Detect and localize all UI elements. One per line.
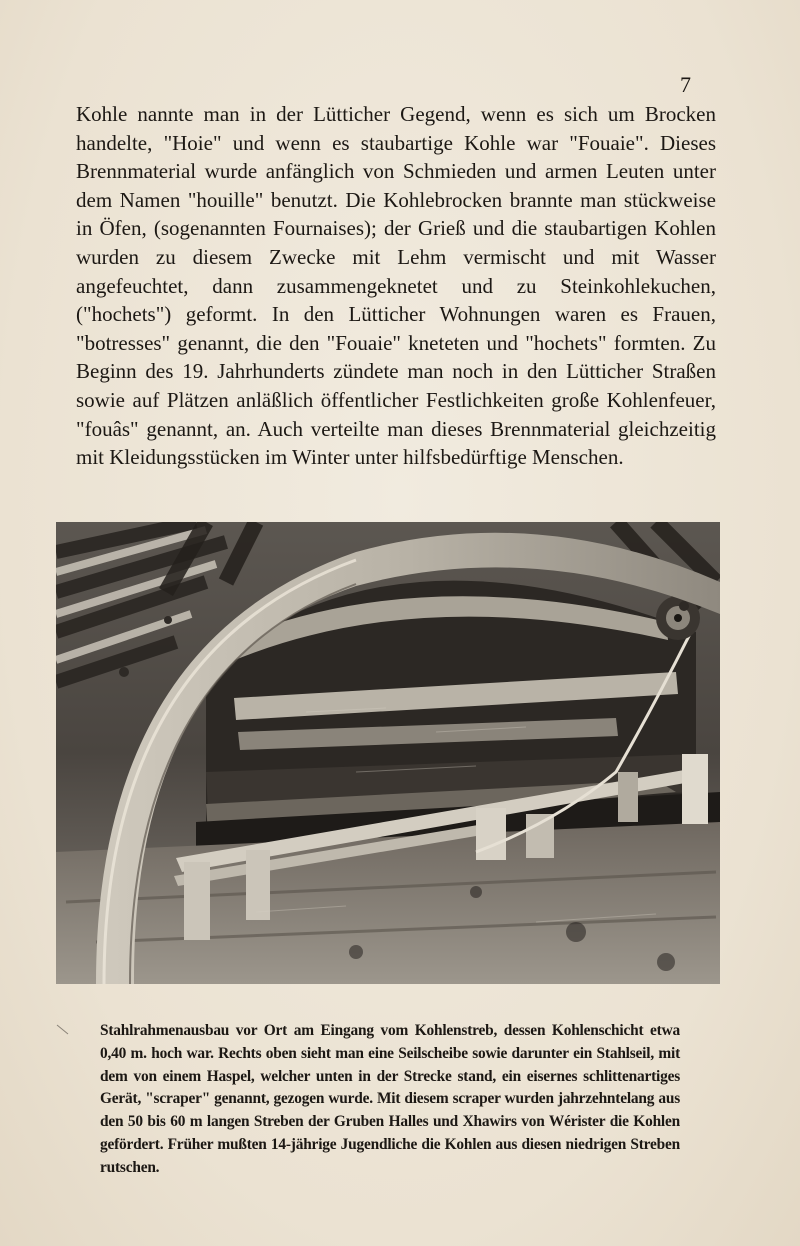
photo-caption: Stahlrahmenausbau vor Ort am Eingang vom Kohlenstreb, dessen Kohlenschicht etwa 0,40 m. hoch war. Rechts oben sieht man eine Seilscheibe sowie darunter ein Stahlseil, mit dem von einem Haspel, welcher unten in der Strecke stand, ein eisernes schlittenartiges Gerät, "scraper" genannt, gezogen wurde. Mit diesem scraper wurden jahrzehntelang aus den 50 bis 60 m langen Streben der Gruben Halles und Xhawirs von Wérister die Kohlen gefördert. Früher mußten 14-jährige Jugendliche die Kohlen aus diesen niedrigen Streben rutschen.: [100, 1022, 680, 1176]
caption-tick-mark: [56, 1024, 70, 1038]
mine-gallery-photo-illustration: [56, 522, 720, 984]
mine-gallery-photo: [56, 522, 720, 984]
body-paragraph: Kohle nannte man in der Lütticher Gegend, wenn es sich um Brocken handelte, "Hoie" und wenn es staubartige Kohle war "Fouaie". Dieses Brennmaterial wurde anfänglich von Schmieden und armen Leuten unter dem Namen "houille" benutzt. Die Kohlebrocken brannte man stückweise in Öfen, (sogenannten Fournaises); der Grieß und die staubartigen Kohlen wurden zu diesem Zwecke mit Lehm vermischt und mit Wasser angefeuchtet, dann zusammengeknetet und zu Steinkohlekuchen, ("hochets") geformt. In den Lütticher Wohnungen waren es Frauen, "botresses" genannt, die den "Fouaie" kneteten und "hochets" formten. Zu Beginn des 19. Jahrhunderts zündete man noch in den Lütticher Straßen sowie auf Plätzen anläßlich öffentlicher Festlichkeiten große Kohlenfeuer, "fouâs" genannt, an. Auch verteilte man dieses Brennmaterial gleichzeitig mit Kleidungsstücken im Winter unter hilfsbedürftige Menschen.: [76, 102, 716, 470]
page-number: 7: [680, 72, 691, 97]
